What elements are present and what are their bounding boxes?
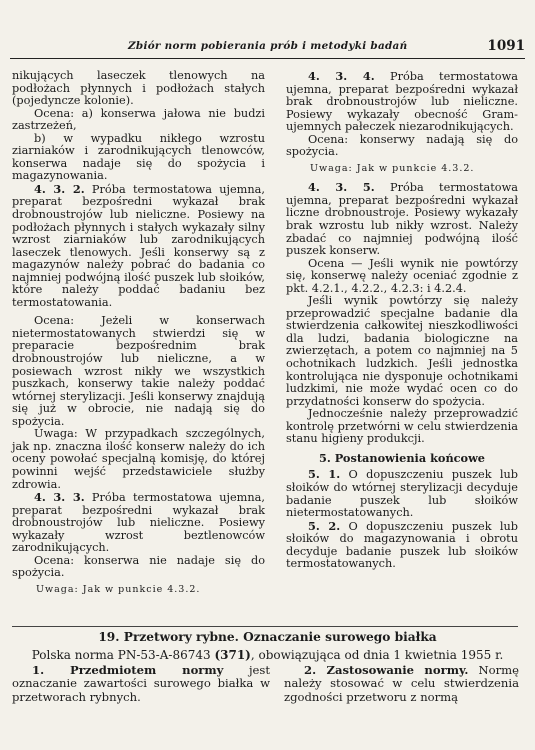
right-column bbox=[286, 70, 518, 571]
paragraph bbox=[286, 520, 518, 571]
paragraph: Ocena — Jeśli wynik nie powtórzy się, konserwę należy oceniać zgodnie z pkt. 4.2.1., 4.2.2., 4.2.3: i 4.2.4. bbox=[286, 256, 518, 295]
norm-prefix: Polska norma PN-53-A-86743 bbox=[31, 648, 215, 662]
paragraph bbox=[284, 664, 519, 704]
paragraph-text: Próba termostatowa ujemna, preparat bezpośredni wykazał brak drobnoustrojów lub nieliczne. Posiewy na podłożach płynnych i stałych wykazały silny wzrost ziarniaków lub zarodnikujących laseczek tlenowych. Jeśli konserwy są z magazynów należy pobrać do badania co najmniej podwójną ilość puszek lub słoików, które należy poddać badaniu bez termostatowania. bbox=[12, 182, 265, 309]
chapter-title: 19. Przetwory rybne. Oznaczanie surowego białka bbox=[98, 630, 437, 644]
note: Uwaga: Jak w punkcie 4.3.2. bbox=[36, 583, 201, 595]
paragraph: b) w wypadku nikłego wzrostu ziarniaków i zarodnikujących tlenowców, konserwa nadaje się do spożycia i magazynowania. bbox=[12, 131, 265, 183]
paragraph: nikujących laseczek tlenowych na podłożach płynnych i podłożach stałych (pojedyncze kolonie). bbox=[12, 69, 265, 108]
bottom-right-column bbox=[284, 664, 519, 704]
section-number: 4. 3. 3. bbox=[34, 490, 85, 505]
note: Uwaga: Jak w punkcie 4.3.2. bbox=[310, 162, 475, 174]
paragraph: Ocena: a) konserwa jałowa nie budzi zastrzeżeń, bbox=[12, 106, 265, 133]
paragraph bbox=[12, 664, 270, 704]
bottom-left-column bbox=[12, 664, 270, 704]
norm-line bbox=[0, 648, 535, 662]
paragraph-text: Próba termostatowa ujemna, preparat bezpośredni wykazał liczne drobnoustroje. Posiewy wykazały brak wzrostu lub nikły wzrost. Należy zbadać co najmniej podwójną ilość puszek konserw. bbox=[286, 181, 518, 258]
section-heading: 5. Postanowienia końcowe bbox=[319, 450, 485, 465]
paragraph-text: jest oznaczanie zawartości surowego białka w przetworach rybnych. bbox=[12, 663, 271, 704]
paragraph-text: O dopuszczeniu puszek lub słoików do magazynowania i obrotu decyduje badanie puszek lub słoików termostatowanych. bbox=[286, 519, 518, 571]
section-number: 1. Przedmiotem normy bbox=[32, 663, 224, 677]
paragraph: Ocena: Jeżeli w konserwach nietermostatowanych stwierdzi się w preparacie bezpośrednim brak drobnoustrojów lub nieliczne, a w posiewach wzrost nikły we wszystkich puszkach, konserwy takie należy poddać wtórnej sterylizacji. Jeśli konserwy znajdują się już w obrocie, nie nadają się do spożycia. bbox=[12, 314, 265, 428]
norm-id: (371) bbox=[214, 648, 251, 662]
running-header bbox=[10, 38, 525, 59]
paragraph: Ocena: konserwa nie nadaje się do spożycia. bbox=[12, 553, 265, 580]
paragraph bbox=[286, 468, 518, 519]
paragraph: Ocena: konserwy nadają się do spożycia. bbox=[286, 132, 518, 159]
paragraph-text: Normę należy stosować w celu stwierdzenia zgodności przetworu z normą bbox=[284, 663, 519, 704]
section-number: 5. 2. bbox=[308, 518, 341, 533]
paragraph-text: Próba termostatowa ujemna, preparat bezpośredni wykazał brak drobnoustrojów lub nieliczne. Posiewy wykazały wzrost beztlenowców zarodnikujących. bbox=[12, 491, 265, 555]
paragraph bbox=[12, 491, 265, 555]
section-number: 5. 1. bbox=[308, 467, 341, 482]
paragraph-text: Próba termostatowa ujemna, preparat bezpośredni wykazał brak drobnoustrojów lub nieliczne. Posiewy wykazały obecność Gram-ujemnych pałeczek niezarodnikujących. bbox=[286, 70, 518, 134]
paragraph-text: O dopuszczeniu puszek lub słoików do wtórnej sterylizacji decyduje badanie puszek lub słoików nietermostatowanych. bbox=[286, 468, 518, 520]
section-number: 4. 3. 4. bbox=[308, 69, 375, 83]
paragraph: Jeśli wynik powtórzy się należy przeprowadzić specjalne badanie dla stwierdzenia całkowitej nieszkodliwości dla ludzi, badania biologiczne na zwierzętach, a potem co najmniej na 5 ochotnikach ludzkich. Jeśli jednostka kontrolująca nie dysponuje ochotnikami ludzkimi, nie może wydać ocen co do przydatności konserw do spożycia. bbox=[286, 294, 518, 408]
left-column bbox=[12, 70, 265, 596]
section-number: 4. 3. 2. bbox=[34, 181, 85, 196]
section-number: 4. 3. 5. bbox=[308, 180, 375, 195]
paragraph: Jednocześnie należy przeprowadzić kontrolę przetwórni w celu stwierdzenia stanu higieny produkcji. bbox=[286, 407, 518, 446]
paragraph bbox=[286, 70, 518, 134]
divider bbox=[12, 626, 518, 627]
paragraph bbox=[12, 183, 265, 309]
page-number: 1091 bbox=[487, 38, 525, 54]
paragraph bbox=[286, 181, 518, 257]
paragraph: Uwaga: W przypadkach szczególnych, jak np. znaczna ilość konserw należy do ich oceny powołać specjalną komisję, do której powinni wejść przedstawiciele służby zdrowia. bbox=[12, 427, 265, 491]
header-title: Zbiór norm pobierania prób i metodyki badań bbox=[128, 40, 408, 52]
section-number: 2. Zastosowanie normy. bbox=[304, 663, 469, 677]
norm-suffix: , obowiązująca od dnia 1 kwietnia 1955 r. bbox=[250, 648, 504, 662]
